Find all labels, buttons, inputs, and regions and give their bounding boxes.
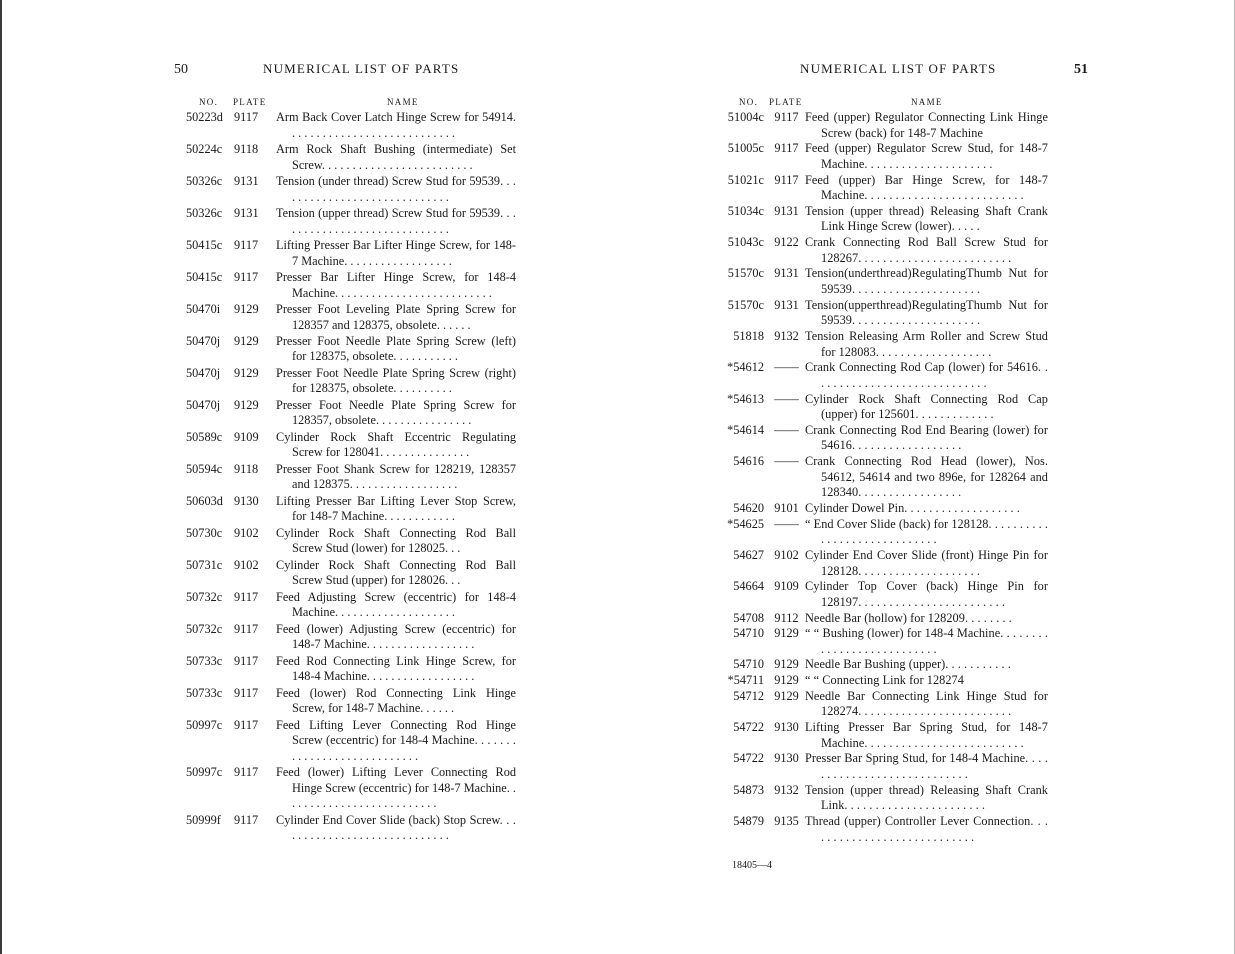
- printer-code-footer: 18405—4: [732, 860, 772, 871]
- plate-number: 9131: [774, 297, 799, 312]
- part-number: 50224c: [186, 141, 223, 156]
- part-number: 51818: [733, 328, 764, 343]
- part-number: *54625: [727, 516, 764, 531]
- column-header-no: NO.: [199, 97, 219, 107]
- list-item: [186, 654, 516, 685]
- list-item: [718, 611, 1048, 627]
- list-item: [718, 689, 1048, 720]
- list-item: [718, 454, 1048, 501]
- part-name: Needle Bar (hollow) for 128209. . . . . . . .: [805, 610, 1012, 625]
- plate-number: 9129: [234, 397, 259, 412]
- part-name: Cylinder End Cover Slide (front) Hinge Pin for 128128. . . . . . . . . . . . . . . . . . . .: [805, 547, 1048, 578]
- page-title: NUMERICAL LIST OF PARTS: [263, 61, 460, 76]
- part-number: 54620: [733, 500, 764, 515]
- part-number: 50326c: [186, 205, 223, 220]
- plate-number: 9117: [234, 653, 259, 668]
- part-number: 54879: [733, 813, 764, 828]
- part-number: 54664: [733, 579, 764, 594]
- plate-number: 9117: [234, 685, 259, 700]
- list-item: [718, 392, 1048, 423]
- part-number: 50732c: [186, 589, 223, 604]
- part-name: Presser Foot Shank Screw for 128219, 128357 and 128375. . . . . . . . . . . . . . . . . .: [276, 461, 516, 492]
- part-name: Tension (upper thread) Releasing Shaft Crank Link. . . . . . . . . . . . . . . . . . . . . . .: [805, 782, 1048, 813]
- part-name: Feed (upper) Regulator Screw Stud, for 148-7 Machine. . . . . . . . . . . . . . . . . . . . .: [805, 141, 1048, 171]
- part-name: Tension (upper thread) Releasing Shaft Crank Link Hinge Screw (lower). . . . .: [805, 203, 1048, 234]
- list-item: [718, 783, 1048, 814]
- list-item: [718, 517, 1048, 548]
- part-number: 50730c: [186, 525, 223, 540]
- plate-number: 9102: [234, 525, 259, 540]
- part-name: Cylinder Dowel Pin. . . . . . . . . . . . . . . . . . .: [805, 500, 1020, 515]
- list-item: [186, 558, 516, 589]
- list-item: [718, 751, 1048, 782]
- plate-number: 9129: [774, 688, 799, 703]
- plate-number: 9117: [774, 110, 799, 124]
- part-name: Tension(upperthread)RegulatingThumb Nut for 59539. . . . . . . . . . . . . . . . . . . . .: [805, 297, 1048, 328]
- list-item: [186, 622, 516, 653]
- part-number: 50997c: [186, 765, 223, 780]
- plate-number: 9129: [234, 333, 259, 348]
- part-number: 54627: [733, 547, 764, 562]
- list-item: [718, 329, 1048, 360]
- list-item: [186, 494, 516, 525]
- plate-number: 9131: [234, 205, 259, 220]
- part-number: 50415c: [186, 237, 223, 252]
- plate-number: 9117: [234, 589, 259, 604]
- part-number: *54612: [727, 360, 764, 375]
- part-name: Presser Foot Leveling Plate Spring Screw for 128357 and 128375, obsolete. . . . . .: [276, 301, 516, 332]
- plate-number: 9109: [234, 429, 259, 444]
- plate-number: 9117: [234, 765, 259, 780]
- plate-number: 9129: [234, 301, 259, 316]
- part-number: *54711: [727, 673, 764, 688]
- part-number: 54710: [733, 657, 764, 672]
- part-name: Thread (upper) Controller Lever Connection. . . . . . . . . . . . . . . . . . . . . . . . . . . .: [805, 813, 1048, 844]
- plate-number: 9117: [234, 717, 259, 732]
- part-number: 51570c: [727, 266, 764, 281]
- part-number: 54708: [733, 610, 764, 625]
- part-number: 51034c: [727, 203, 764, 218]
- list-item: [718, 579, 1048, 610]
- plate-number: 9131: [234, 173, 259, 188]
- plate-number: ——: [774, 516, 799, 531]
- part-name: Cylinder Rock Shaft Eccentric Regulating Screw for 128041. . . . . . . . . . . . . . .: [276, 429, 516, 460]
- part-number: 51570c: [727, 297, 764, 312]
- plate-number: 9122: [774, 235, 799, 250]
- list-item: [718, 266, 1048, 297]
- part-name: Needle Bar Connecting Link Hinge Stud for 128274. . . . . . . . . . . . . . . . . . . . . . . . .: [805, 688, 1048, 719]
- part-number: 50999f: [186, 812, 221, 827]
- part-name: Lifting Presser Bar Lifter Hinge Screw, for 148-7 Machine. . . . . . . . . . . . . . . . . .: [276, 237, 516, 268]
- part-number: 50470i: [186, 301, 221, 316]
- page-number: 50: [174, 62, 188, 77]
- part-number: 50589c: [186, 429, 223, 444]
- list-item: [718, 298, 1048, 329]
- part-number: 54616: [733, 454, 764, 469]
- list-item: [718, 360, 1048, 391]
- plate-number: ——: [774, 454, 799, 469]
- list-item: [718, 204, 1048, 235]
- part-number: 51004c: [727, 110, 764, 124]
- part-number: 50603d: [186, 493, 223, 508]
- part-name: “ “ Connecting Link for 128274: [805, 673, 964, 688]
- part-name: Tension (under thread) Screw Stud for 59539. . . . . . . . . . . . . . . . . . . . . . . . . . . . .: [276, 173, 516, 204]
- plate-number: 9117: [234, 269, 259, 284]
- list-item: [718, 501, 1048, 517]
- part-name: Feed Adjusting Screw (eccentric) for 148-4 Machine. . . . . . . . . . . . . . . . . . . .: [276, 589, 516, 620]
- plate-number: 9102: [234, 557, 259, 572]
- list-item: [186, 718, 516, 765]
- part-name: Lifting Presser Bar Lifting Lever Stop Screw, for 148-7 Machine. . . . . . . . . . . .: [276, 493, 516, 524]
- list-item: [718, 423, 1048, 454]
- list-item: [718, 173, 1048, 204]
- part-name: Feed (lower) Lifting Lever Connecting Rod Hinge Screw (eccentric) for 148-7 Machine. . . . . . . . . . . . . . . . . . . . . . . . . .: [276, 765, 516, 811]
- part-name: “ “ Bushing (lower) for 148-4 Machine. . . . . . . . . . . . . . . . . . . . . . . . . . .: [805, 626, 1048, 656]
- part-name: Cylinder Rock Shaft Connecting Rod Ball Screw Stud (lower) for 128025. . .: [276, 525, 516, 556]
- plate-number: 9130: [774, 751, 799, 766]
- plate-number: 9130: [234, 493, 259, 508]
- part-name: Arm Back Cover Latch Hinge Screw for 54914. . . . . . . . . . . . . . . . . . . . . . . . . . . .: [276, 110, 516, 140]
- list-item: [186, 813, 516, 844]
- part-name: Feed Lifting Lever Connecting Rod Hinge Screw (eccentric) for 148-4 Machine. . . . . . . . . . . . . . . . . . . . . . . . . . . .: [276, 717, 516, 763]
- part-name: Cylinder Rock Shaft Connecting Rod Ball Screw Stud (upper) for 128026. . .: [276, 557, 516, 588]
- part-name: Feed (lower) Rod Connecting Link Hinge Screw, for 148-7 Machine. . . . . .: [276, 685, 516, 716]
- part-name: Crank Connecting Rod End Bearing (lower) for 54616. . . . . . . . . . . . . . . . . .: [805, 422, 1048, 453]
- plate-number: 9131: [774, 203, 799, 218]
- part-name: Presser Foot Needle Plate Spring Screw (left) for 128375, obsolete. . . . . . . . . . .: [276, 333, 516, 364]
- part-name: Crank Connecting Rod Head (lower), Nos. 54612, 54614 and two 896e, for 128264 and 128340. . . . . . . . . . . . . . . . .: [805, 454, 1048, 500]
- part-name: Feed Rod Connecting Link Hinge Screw, for 148-4 Machine. . . . . . . . . . . . . . . . . .: [276, 653, 516, 684]
- part-number: 54873: [733, 782, 764, 797]
- column-header-no: NO.: [739, 97, 759, 107]
- part-number: 50470j: [186, 397, 221, 412]
- list-item: [186, 334, 516, 365]
- list-item: [186, 590, 516, 621]
- list-item: [186, 686, 516, 717]
- part-number: 50731c: [186, 557, 223, 572]
- plate-number: 9118: [234, 141, 259, 156]
- part-name: Feed (upper) Regulator Connecting Link Hinge Screw (back) for 148-7 Machine: [805, 110, 1048, 140]
- parts-list: [718, 110, 1048, 845]
- part-number: 54722: [733, 751, 764, 766]
- list-item: [186, 430, 516, 461]
- plate-number: 9129: [774, 657, 799, 672]
- part-number: 50733c: [186, 685, 223, 700]
- plate-number: 9117: [234, 812, 259, 827]
- part-name: Presser Foot Needle Plate Spring Screw for 128357, obsolete. . . . . . . . . . . . . . . .: [276, 397, 516, 428]
- plate-number: 9132: [774, 782, 799, 797]
- part-number: 50326c: [186, 173, 223, 188]
- plate-number: 9109: [774, 579, 799, 594]
- plate-number: ——: [774, 422, 799, 437]
- part-number: 54712: [733, 688, 764, 703]
- column-header-plate: PLATE: [769, 97, 803, 107]
- part-number: 50470j: [186, 333, 221, 348]
- plate-number: 9117: [774, 141, 799, 156]
- column-header-plate: PLATE: [233, 97, 267, 107]
- part-name: Tension (upper thread) Screw Stud for 59539. . . . . . . . . . . . . . . . . . . . . . . . . . . . .: [276, 205, 516, 236]
- part-name: Presser Bar Lifter Hinge Screw, for 148-4 Machine. . . . . . . . . . . . . . . . . . . . . . . . . .: [276, 269, 516, 300]
- plate-number: ——: [774, 360, 799, 375]
- plate-number: 9117: [774, 172, 799, 187]
- list-item: [718, 110, 1048, 141]
- part-name: Arm Rock Shaft Bushing (intermediate) Set Screw. . . . . . . . . . . . . . . . . . . . . . . . .: [276, 141, 516, 172]
- part-number: 50415c: [186, 269, 223, 284]
- parts-list: [186, 110, 516, 845]
- part-name: Tension Releasing Arm Roller and Screw Stud for 128083. . . . . . . . . . . . . . . . . . .: [805, 328, 1048, 359]
- part-number: 51021c: [727, 172, 764, 187]
- part-name: Feed (lower) Adjusting Screw (eccentric) for 148-7 Machine. . . . . . . . . . . . . . . . . .: [276, 621, 516, 652]
- plate-number: 9102: [774, 547, 799, 562]
- part-number: 54710: [733, 626, 764, 641]
- list-item: [186, 174, 516, 205]
- list-item: [718, 626, 1048, 657]
- list-item: [186, 206, 516, 237]
- column-header-name: NAME: [387, 97, 419, 107]
- list-item: [186, 110, 516, 141]
- column-header-name: NAME: [911, 97, 943, 107]
- part-name: Lifting Presser Bar Spring Stud, for 148-7 Machine. . . . . . . . . . . . . . . . . . . . . . . . . .: [805, 720, 1048, 750]
- part-number: *54614: [727, 422, 764, 437]
- part-name: Cylinder End Cover Slide (back) Stop Screw. . . . . . . . . . . . . . . . . . . . . . . . . . . . .: [276, 812, 516, 843]
- plate-number: 9117: [234, 110, 259, 124]
- part-number: 50732c: [186, 621, 223, 636]
- right-page: [620, 0, 1235, 954]
- part-name: Needle Bar Bushing (upper). . . . . . . . . . .: [805, 657, 1011, 672]
- plate-number: 9132: [774, 328, 799, 343]
- list-item: [186, 238, 516, 269]
- list-item: [718, 673, 1048, 689]
- part-number: 50594c: [186, 461, 223, 476]
- part-name: Presser Bar Spring Stud, for 148-4 Machine. . . . . . . . . . . . . . . . . . . . . . . . . . . .: [805, 751, 1048, 781]
- part-number: 50223d: [186, 110, 223, 124]
- list-item: [186, 270, 516, 301]
- part-number: 50733c: [186, 653, 223, 668]
- list-item: [186, 462, 516, 493]
- plate-number: 9130: [774, 720, 799, 735]
- part-name: Cylinder Rock Shaft Connecting Rod Cap (upper) for 125601. . . . . . . . . . . . .: [805, 391, 1048, 422]
- list-item: [718, 548, 1048, 579]
- part-name: Crank Connecting Rod Cap (lower) for 54616. . . . . . . . . . . . . . . . . . . . . . . . . . . . .: [805, 360, 1048, 390]
- part-number: 51043c: [727, 235, 764, 250]
- plate-number: 9117: [234, 237, 259, 252]
- list-item: [186, 398, 516, 429]
- plate-number: 9129: [774, 626, 799, 641]
- part-name: “ End Cover Slide (back) for 128128. . . . . . . . . . . . . . . . . . . . . . . . . . . . .: [805, 516, 1048, 547]
- list-item: [186, 765, 516, 812]
- part-number: 51005c: [727, 141, 764, 156]
- plate-number: 9112: [774, 610, 799, 625]
- list-item: [186, 366, 516, 397]
- part-number: 50997c: [186, 717, 223, 732]
- part-name: Crank Connecting Rod Ball Screw Stud for 128267. . . . . . . . . . . . . . . . . . . . . . . . .: [805, 235, 1048, 265]
- page-title: NUMERICAL LIST OF PARTS: [800, 61, 997, 76]
- list-item: [718, 657, 1048, 673]
- part-number: 50470j: [186, 365, 221, 380]
- plate-number: 9118: [234, 461, 259, 476]
- plate-number: 9117: [234, 621, 259, 636]
- plate-number: 9129: [774, 673, 799, 688]
- part-name: Tension(underthread)RegulatingThumb Nut for 59539. . . . . . . . . . . . . . . . . . . . .: [805, 266, 1048, 296]
- plate-number: 9101: [774, 500, 799, 515]
- part-name: Feed (upper) Bar Hinge Screw, for 148-7 Machine. . . . . . . . . . . . . . . . . . . . . . . . . .: [805, 172, 1048, 203]
- part-name: Presser Foot Needle Plate Spring Screw (right) for 128375, obsolete. . . . . . . . . .: [276, 365, 516, 396]
- part-name: Cylinder Top Cover (back) Hinge Pin for 128197. . . . . . . . . . . . . . . . . . . . . . . .: [805, 579, 1048, 609]
- list-item: [718, 814, 1048, 845]
- list-item: [186, 142, 516, 173]
- plate-number: 9129: [234, 365, 259, 380]
- list-item: [186, 302, 516, 333]
- page-number: 51: [1074, 62, 1088, 77]
- plate-number: 9135: [774, 813, 799, 828]
- plate-number: 9131: [774, 266, 799, 281]
- plate-number: ——: [774, 391, 799, 406]
- list-item: [718, 720, 1048, 751]
- part-number: 54722: [733, 720, 764, 735]
- part-number: *54613: [727, 391, 764, 406]
- list-item: [718, 235, 1048, 266]
- list-item: [718, 141, 1048, 172]
- list-item: [186, 526, 516, 557]
